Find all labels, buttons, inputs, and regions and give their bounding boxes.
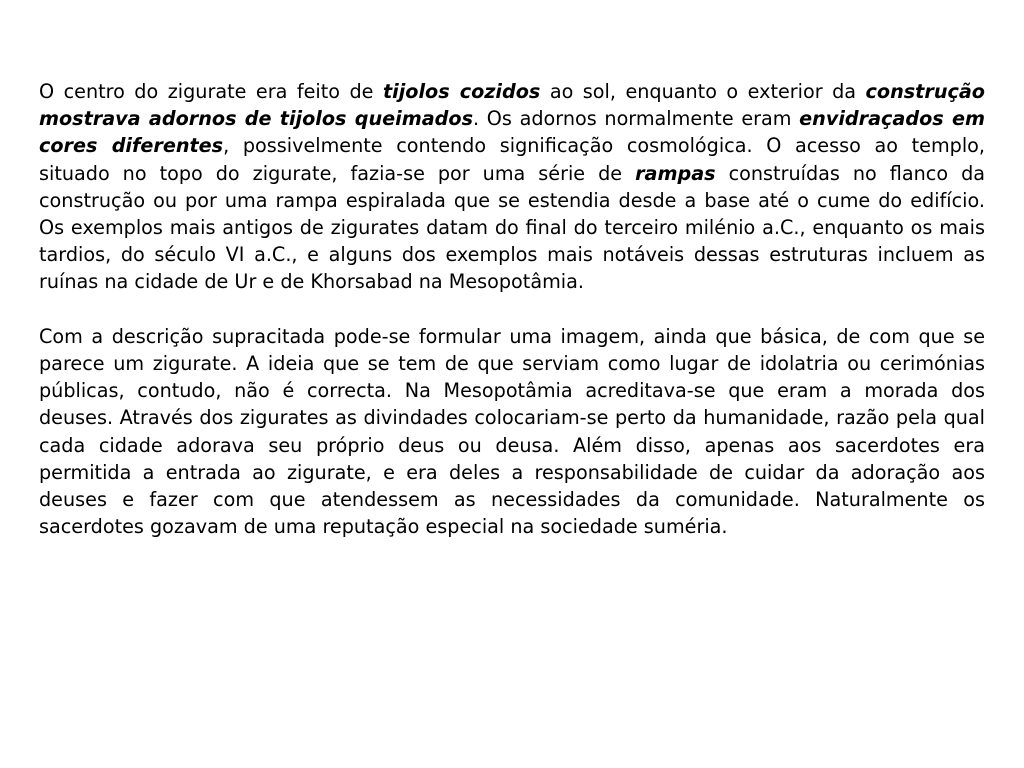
paragraph-1-text-3: . Os adornos normalmente eram [473, 107, 800, 131]
paragraph-1-text-1: O centro do zigurate era feito de [39, 80, 383, 103]
paragraph-1-text-2: ao sol, enquanto o exterior da [540, 80, 866, 103]
emphasis-construcao-adornos: construção mostrava adornos de tijolos queimados [39, 80, 985, 131]
emphasis-tijolos-cozidos: tijolos cozidos [382, 80, 541, 103]
emphasis-rampas: rampas [635, 161, 716, 185]
paragraph-1-text-5: construídas no flanco da construção ou por uma rampa espiralada que se estendia desde a base até o cume do edifício. Os exemplos mais antigos de zigurates datam do final do terceiro milénio a.C., enquanto os mais tardios, do século VI a.C., e alguns dos exemplos mais notáveis dessas estruturas incluem as ruínas na cidade de Ur e de Khorsabad na Mesopotâmia. [39, 161, 986, 294]
paragraph-zigurate-purpose: Com a descrição supracitada pode-se formular uma imagem, ainda que básica, de com que se parece um zigurate. A ideia que se tem de que serviam como lugar de idolatria ou cerimónias públicas, contudo, não é correcta. Na Mesopotâmia acreditava-se que eram a morada dos deuses. Através dos zigurates as divindades colocariam-se perto da humanidade, razão pela qual cada cidade adorava seu próprio deus ou deusa. Além disso, apenas aos sacerdotes era permitida a entrada ao zigurate, e era deles a responsabilidade de cuidar da adoração aos deuses e fazer com que atendessem as necessidades da comunidade. Naturalmente os sacerdotes gozavam de uma reputação especial na sociedade suméria. [39, 324, 985, 539]
emphasis-envidracados: envidraçados em cores diferentes [39, 107, 985, 158]
paragraph-1-text-4: , possivelmente contendo significação cosmológica. O acesso ao templo, situado no topo do zigurate, fazia-se por uma série de [39, 134, 985, 185]
paragraph-zigurate-construction [39, 78, 985, 296]
text-body [39, 78, 985, 540]
